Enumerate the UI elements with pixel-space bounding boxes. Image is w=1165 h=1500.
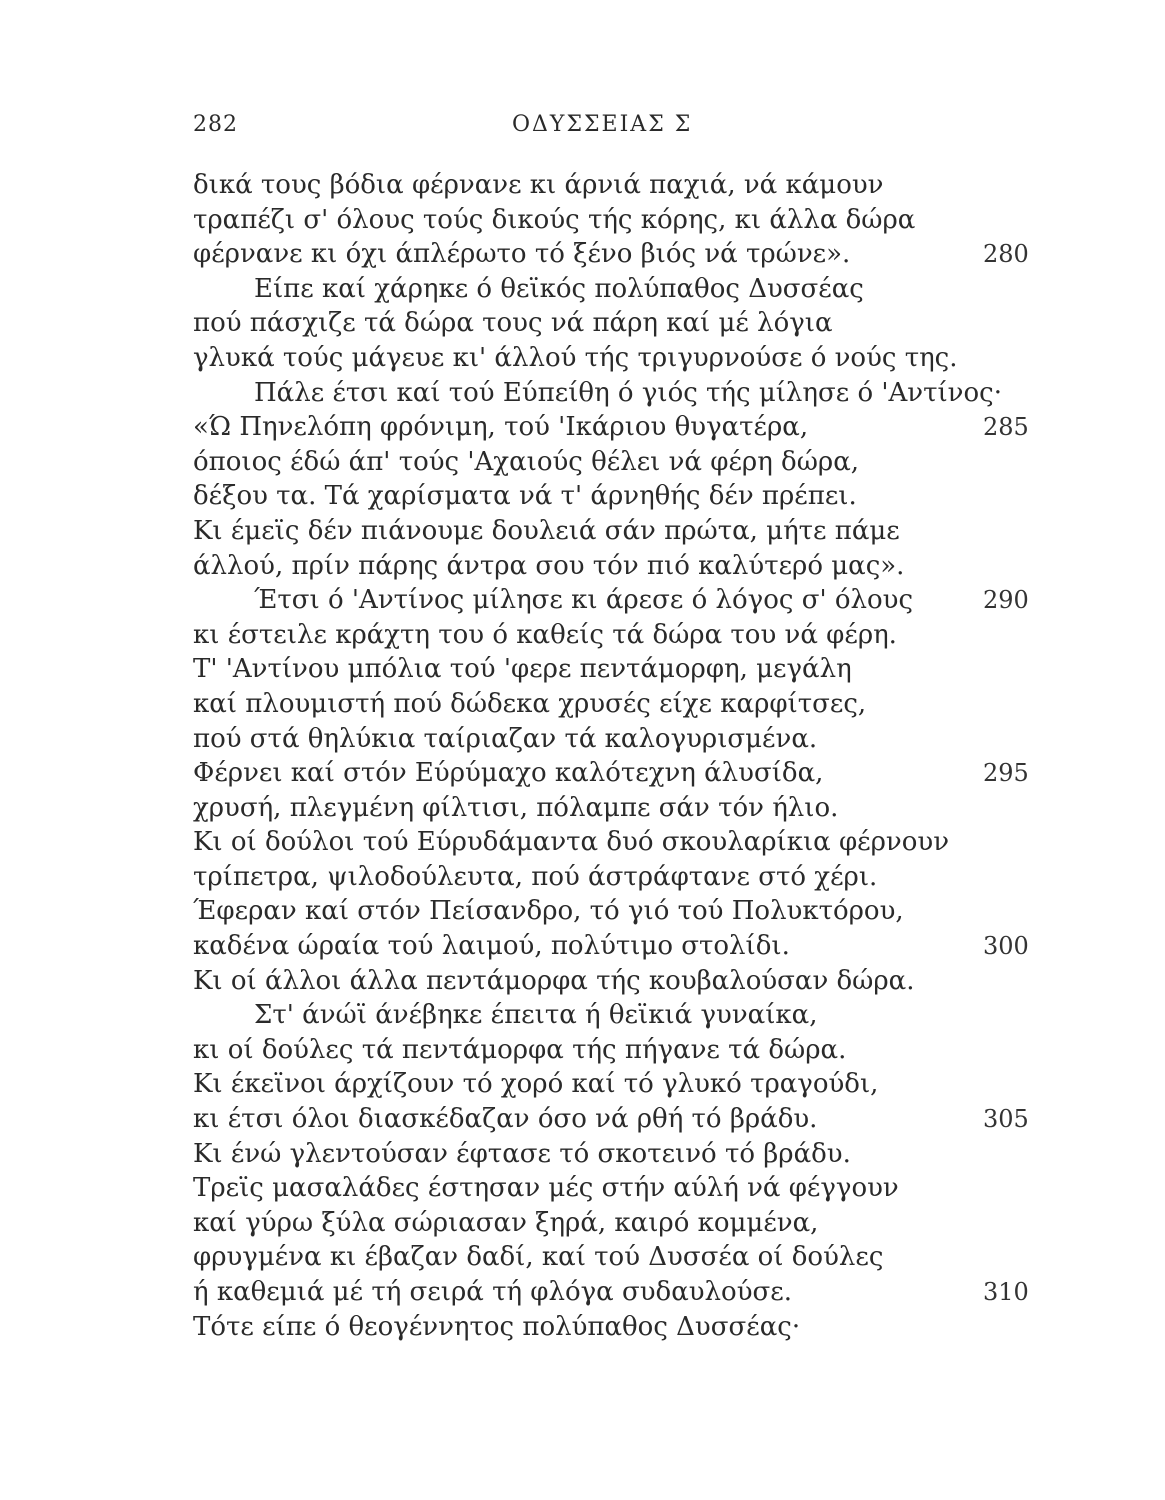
verse-text: Πάλε έτσι καί τού Εύπείθη ό γιός τής μίλησε ό 'Αντίνος· xyxy=(254,377,1002,408)
verse-line xyxy=(193,168,1073,203)
verse-text: άλλού, πρίν πάρης άντρα σου τόν πιό καλύτερό μας». xyxy=(193,550,905,581)
verse-line xyxy=(193,410,1073,445)
verse-text: καδένα ώραία τού λαιμού, πολύτιμο στολίδι. xyxy=(193,931,790,962)
verse-block xyxy=(193,168,1073,1344)
verse-line xyxy=(193,1102,1073,1137)
verse-text: κι οί δούλες τά πεντάμορφα τής πήγανε τά δώρα. xyxy=(193,1034,847,1065)
verse-line xyxy=(193,1206,1073,1241)
verse-text: Φέρνει καί στόν Εύρύμαχο καλότεχνη άλυσίδα, xyxy=(193,758,824,789)
verse-line xyxy=(193,445,1073,480)
verse-line xyxy=(193,964,1073,999)
line-number: 305 xyxy=(983,1105,1029,1134)
verse-line xyxy=(193,756,1073,791)
running-head: ΟΔΥΣΣΕΙΑΣ Σ xyxy=(512,112,693,137)
verse-text: φρυγμένα κι έβαζαν δαδί, καί τού Δυσσέα οί δούλες xyxy=(193,1242,884,1273)
verse-line xyxy=(193,272,1073,307)
verse-text: κι έτσι όλοι διασκέδαζαν όσο νά ρθή τό βράδυ. xyxy=(193,1104,818,1135)
verse-text: όποιος έδώ άπ' τούς 'Αχαιούς θέλει νά φέρη δώρα, xyxy=(193,446,860,477)
verse-text: φέρνανε κι όχι άπλέρωτο τό ξένο βιός νά τρώνε». xyxy=(193,239,851,270)
verse-line xyxy=(193,479,1073,514)
line-number: 280 xyxy=(983,240,1029,269)
verse-line xyxy=(193,929,1073,964)
page-number: 282 xyxy=(193,112,238,137)
verse-text: πού στά θηλύκια ταίριαζαν τά καλογυρισμένα. xyxy=(193,723,818,754)
verse-line xyxy=(193,618,1073,653)
verse-text: καί πλουμιστή πού δώδεκα χρυσές είχε καρφίτσες, xyxy=(193,688,867,719)
verse-text: Κι οί άλλοι άλλα πεντάμορφα τής κουβαλούσαν δώρα. xyxy=(193,965,915,996)
verse-text: Κι ένώ γλεντούσαν έφτασε τό σκοτεινό τό βράδυ. xyxy=(193,1138,851,1169)
verse-text: πού πάσχιζε τά δώρα τους νά πάρη καί μέ λόγια xyxy=(193,308,833,339)
verse-text: Τρεϊς μασαλάδες έστησαν μές στήν αύλή νά φέγγουν xyxy=(193,1173,899,1204)
verse-line xyxy=(193,791,1073,826)
verse-line xyxy=(193,583,1073,618)
verse-line xyxy=(193,1137,1073,1172)
verse-line xyxy=(193,1067,1073,1102)
verse-line xyxy=(193,514,1073,549)
verse-text: Κι έμεϊς δέν πιάνουμε δουλειά σάν πρώτα, μήτε πάμε xyxy=(193,515,900,546)
verse-text: «Ώ Πηνελόπη φρόνιμη, τού 'Ικάριου θυγατέρα, xyxy=(193,412,809,443)
verse-text: δέξου τα. Τά χαρίσματα νά τ' άρνηθής δέν πρέπει. xyxy=(193,481,857,512)
line-number: 295 xyxy=(983,759,1029,788)
line-number: 310 xyxy=(983,1278,1029,1306)
verse-text: Έτσι ό 'Αντίνος μίλησε κι άρεσε ό λόγος σ' όλους xyxy=(254,585,914,616)
line-number: 300 xyxy=(983,932,1029,961)
verse-line xyxy=(193,306,1073,341)
verse-line xyxy=(193,825,1073,860)
verse-text: χρυσή, πλεγμένη φίλτισι, πόλαμπε σάν τόν ήλιο. xyxy=(193,792,839,823)
verse-line xyxy=(193,1310,1073,1345)
verse-line xyxy=(193,549,1073,584)
verse-text: Τότε είπε ό θεογέννητος πολύπαθος Δυσσέας· xyxy=(193,1311,801,1342)
verse-line xyxy=(193,722,1073,757)
verse-text: Κι έκεϊνοι άρχίζουν τό χορό καί τό γλυκό τραγούδι, xyxy=(193,1069,879,1100)
verse-text: τρίπετρα, ψιλοδούλευτα, πού άστράφτανε στό χέρι. xyxy=(193,861,878,892)
verse-line xyxy=(193,237,1073,272)
verse-text: ή καθεμιά μέ τή σειρά τή φλόγα συδαυλούσε. xyxy=(193,1277,792,1307)
verse-text: Είπε καί χάρηκε ό θεϊκός πολύπαθος Δυσσέας xyxy=(254,273,864,304)
verse-text: κι έστειλε κράχτη του ό καθείς τά δώρα του νά φέρη. xyxy=(193,619,897,650)
verse-text: Κι οί δούλοι τού Εύρυδάμαντα δυό σκουλαρίκια φέρνουν xyxy=(193,827,950,858)
verse-line xyxy=(193,652,1073,687)
verse-line xyxy=(193,687,1073,722)
verse-text: γλυκά τούς μάγευε κι' άλλού τής τριγυρνούσε ό νούς της. xyxy=(193,342,958,373)
verse-line xyxy=(193,894,1073,929)
verse-line xyxy=(193,376,1073,411)
verse-line xyxy=(193,341,1073,376)
line-number: 285 xyxy=(983,413,1029,442)
verse-line xyxy=(193,998,1073,1033)
verse-text: Έφεραν καί στόν Πείσανδρο, τό γιό τού Πολυκτόρου, xyxy=(193,896,904,927)
verse-text: καί γύρω ξύλα σώριασαν ξηρά, καιρό κομμένα, xyxy=(193,1207,819,1238)
line-number: 290 xyxy=(983,586,1029,615)
verse-line xyxy=(193,1033,1073,1068)
verse-line xyxy=(193,203,1073,238)
verse-text: Στ' άνώϊ άνέβηκε έπειτα ή θεϊκιά γυναίκα, xyxy=(254,1000,818,1031)
verse-line xyxy=(193,1171,1073,1206)
verse-text: Τ' 'Αντίνου μπόλια τού 'φερε πεντάμορφη, μεγάλη xyxy=(193,654,852,685)
verse-text: τραπέζι σ' όλους τούς δικούς τής κόρης, κι άλλα δώρα xyxy=(193,204,916,235)
verse-line xyxy=(193,1240,1073,1275)
verse-text: δικά τους βόδια φέρνανε κι άρνιά παχιά, νά κάμουν xyxy=(193,170,884,200)
verse-line xyxy=(193,1275,1073,1310)
verse-line xyxy=(193,860,1073,895)
